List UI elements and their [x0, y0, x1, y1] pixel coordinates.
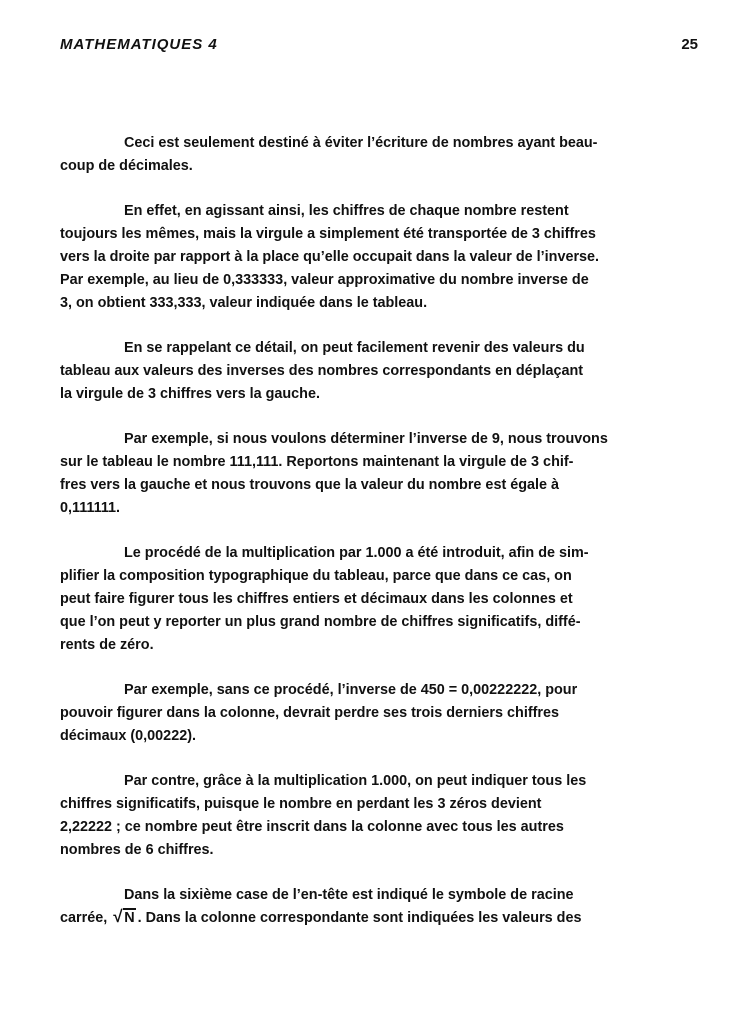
text-fragment: carrée, [60, 910, 108, 926]
paragraph [60, 428, 710, 520]
text-line: pouvoir figurer dans la colonne, devrait perdre ses trois derniers chiffres [60, 705, 560, 721]
radical-sign: √ [113, 907, 123, 926]
paragraph [60, 770, 710, 862]
body-text [60, 110, 710, 952]
text-line: fres vers la gauche et nous trouvons que la valeur du nombre est égale à [60, 477, 560, 493]
paragraph [60, 200, 710, 315]
text-line: 3, on obtient 333,333, valeur indiquée dans le tableau. [60, 295, 428, 311]
text-line: sur le tableau le nombre 111,111. Reportons maintenant la virgule de 3 chif- [60, 454, 574, 470]
text-line: Par exemple, sans ce procédé, l’inverse de 450 = 0,00222222, pour [124, 682, 578, 698]
text-line: la virgule de 3 chiffres vers la gauche. [60, 386, 320, 402]
page-number: 25 [681, 36, 698, 53]
running-title: MATHEMATIQUES 4 [60, 36, 218, 53]
text-fragment: . Dans la colonne correspondante sont indiquées les valeurs des [137, 910, 582, 926]
text-line: 2,22222 ; ce nombre peut être inscrit dans la colonne avec tous les autres [60, 819, 564, 835]
text-line: chiffres significatifs, puisque le nombre en perdant les 3 zéros devient [60, 796, 542, 812]
text-line: rents de zéro. [60, 637, 154, 653]
paragraph [60, 542, 710, 657]
text-line: toujours les mêmes, mais la virgule a simplement été transportée de 3 chiffres [60, 226, 596, 242]
text-line: vers la droite par rapport à la place qu’elle occupait dans la valeur de l’inverse. [60, 249, 600, 265]
text-line: Dans la sixième case de l’en-tête est indiqué le symbole de racine [124, 887, 574, 903]
text-line: nombres de 6 chiffres. [60, 842, 214, 858]
paragraph [60, 679, 710, 748]
text-line: tableau aux valeurs des inverses des nombres correspondants en déplaçant [60, 363, 584, 379]
text-line: Ceci est seulement destiné à éviter l’écriture de nombres ayant beau- [124, 135, 598, 151]
text-line [60, 907, 710, 930]
text-line: Par contre, grâce à la multiplication 1.000, on peut indiquer tous les [124, 773, 587, 789]
text-line: En se rappelant ce détail, on peut facilement revenir des valeurs du [124, 340, 585, 356]
text-line: 0,111111. [60, 500, 121, 516]
paragraph [60, 337, 710, 406]
text-line: plifier la composition typographique du tableau, parce que dans ce cas, on [60, 568, 572, 584]
text-line: Par exemple, si nous voulons déterminer l’inverse de 9, nous trouvons [124, 431, 608, 447]
paragraph-square-root [60, 884, 710, 930]
radicand: N [124, 910, 135, 926]
page-header [60, 36, 698, 53]
text-line: coup de décimales. [60, 158, 193, 174]
text-line: peut faire figurer tous les chiffres entiers et décimaux dans les colonnes et [60, 591, 573, 607]
paragraph [60, 132, 710, 178]
text-line: En effet, en agissant ainsi, les chiffres de chaque nombre restent [124, 203, 569, 219]
square-root-symbol [113, 907, 135, 930]
text-line: décimaux (0,00222). [60, 728, 196, 744]
text-line: Le procédé de la multiplication par 1.000 a été introduit, afin de sim- [124, 545, 589, 561]
text-line: Par exemple, au lieu de 0,333333, valeur approximative du nombre inverse de [60, 272, 589, 288]
text-line: que l’on peut y reporter un plus grand nombre de chiffres significatifs, diffé- [60, 614, 581, 630]
